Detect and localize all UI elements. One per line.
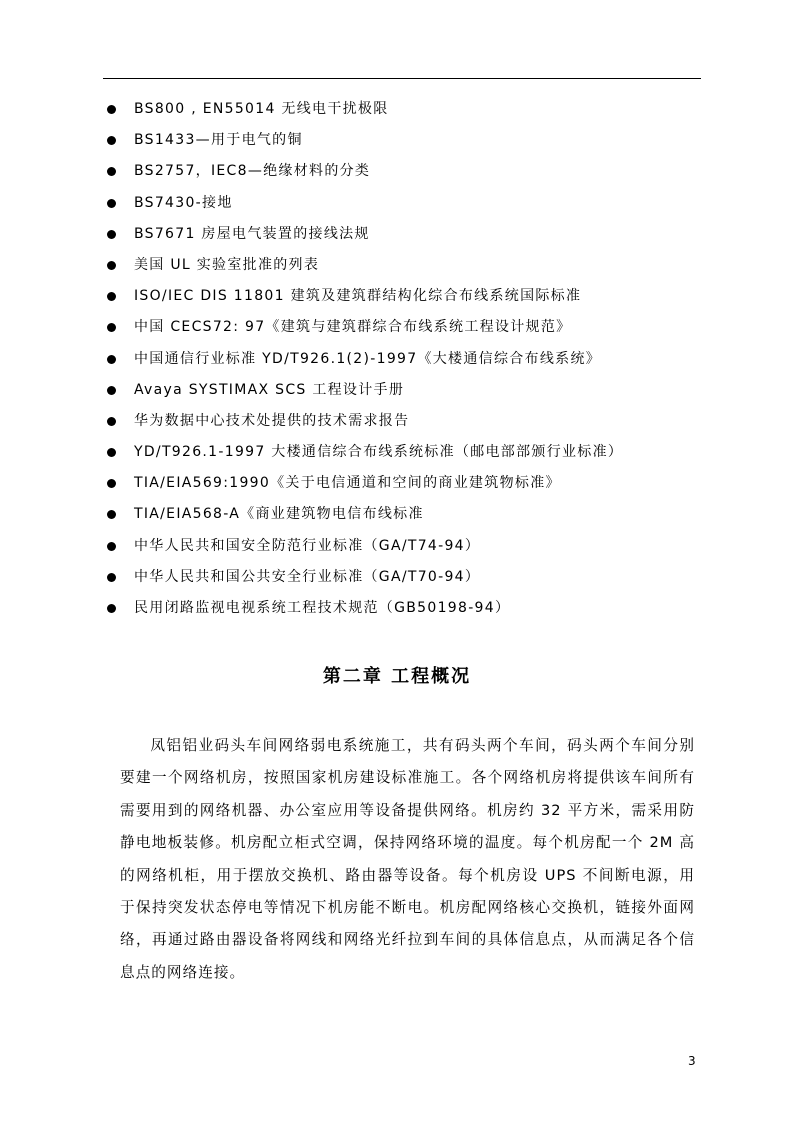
bullet-icon — [107, 323, 116, 332]
bullet-icon — [107, 261, 116, 270]
bullet-icon — [107, 604, 116, 613]
list-item: 民用闭路监视电视系统工程技术规范（GB50198-94） — [0, 593, 794, 624]
list-item: YD/T926.1-1997 大楼通信综合布线系统标准（邮电部部颁行业标准） — [0, 437, 794, 468]
bullet-icon — [107, 105, 116, 114]
paragraph-text: 凤铝铝业码头车间网络弱电系统施工，共有码头两个车间，码头两个车间分别要建一个网络机房，按照国家机房建设标准施工。各个网络机房将提供该车间所有需要用到的网络机器、办公室应用等设备提供网络。机房约 32 平方米，需采用防静电地板装修。机房配立柜式空调，保持网络环境的温度。每个机房配一个 2M 高的网络机柜，用于摆放交换机、路由器等设备。每个机房设 UPS 不间断电源，用于保持突发状态停电等情况下机房能不断电。机房配网络核心交换机，链接外面网络，再通过路由器设备将网线和网络光纤拉到车间的具体信息点，从而满足各个信息点的网络连接。 — [120, 737, 695, 981]
chapter-title: 第二章 工程概况 — [322, 666, 472, 687]
list-item: 美国 UL 实验室批准的列表 — [0, 250, 794, 281]
bullet-icon — [107, 199, 116, 208]
list-item: Avaya SYSTIMAX SCS 工程设计手册 — [0, 375, 794, 406]
list-item: BS7430-接地 — [0, 188, 794, 219]
bullet-icon — [107, 292, 116, 301]
list-item: BS1433—用于电气的铜 — [0, 125, 794, 156]
chapter-paragraph — [120, 730, 695, 989]
list-item: 中华人民共和国安全防范行业标准（GA/T74-94） — [0, 531, 794, 562]
page-number: 3 — [688, 1054, 696, 1068]
bullet-icon — [107, 355, 116, 364]
list-item: 中华人民共和国公共安全行业标准（GA/T70-94） — [0, 562, 794, 593]
bullet-icon — [107, 167, 116, 176]
bullet-icon — [107, 542, 116, 551]
list-item: BS800 , EN55014 无线电干扰极限 — [0, 94, 794, 125]
bullet-icon — [107, 573, 116, 582]
list-item: TIA/EIA569:1990《关于电信通道和空间的商业建筑物标准》 — [0, 468, 794, 499]
list-item: 华为数据中心技术处提供的技术需求报告 — [0, 406, 794, 437]
list-item: TIA/EIA568-A《商业建筑物电信布线标准 — [0, 499, 794, 530]
bullet-icon — [107, 510, 116, 519]
list-item: BS7671 房屋电气装置的接线法规 — [0, 219, 794, 250]
list-item: BS2757，IEC8—绝缘材料的分类 — [0, 156, 794, 187]
bullet-icon — [107, 448, 116, 457]
bullet-icon — [107, 479, 116, 488]
list-item: 中国 CECS72: 97《建筑与建筑群综合布线系统工程设计规范》 — [0, 312, 794, 343]
reference-list — [0, 94, 794, 624]
bullet-icon — [107, 230, 116, 239]
bullet-icon — [107, 386, 116, 395]
header-rule — [103, 78, 701, 79]
bullet-icon — [107, 417, 116, 426]
list-item: 中国通信行业标准 YD/T926.1(2)-1997《大楼通信综合布线系统》 — [0, 344, 794, 375]
list-item: ISO/IEC DIS 11801 建筑及建筑群结构化综合布线系统国际标准 — [0, 281, 794, 312]
bullet-icon — [107, 136, 116, 145]
